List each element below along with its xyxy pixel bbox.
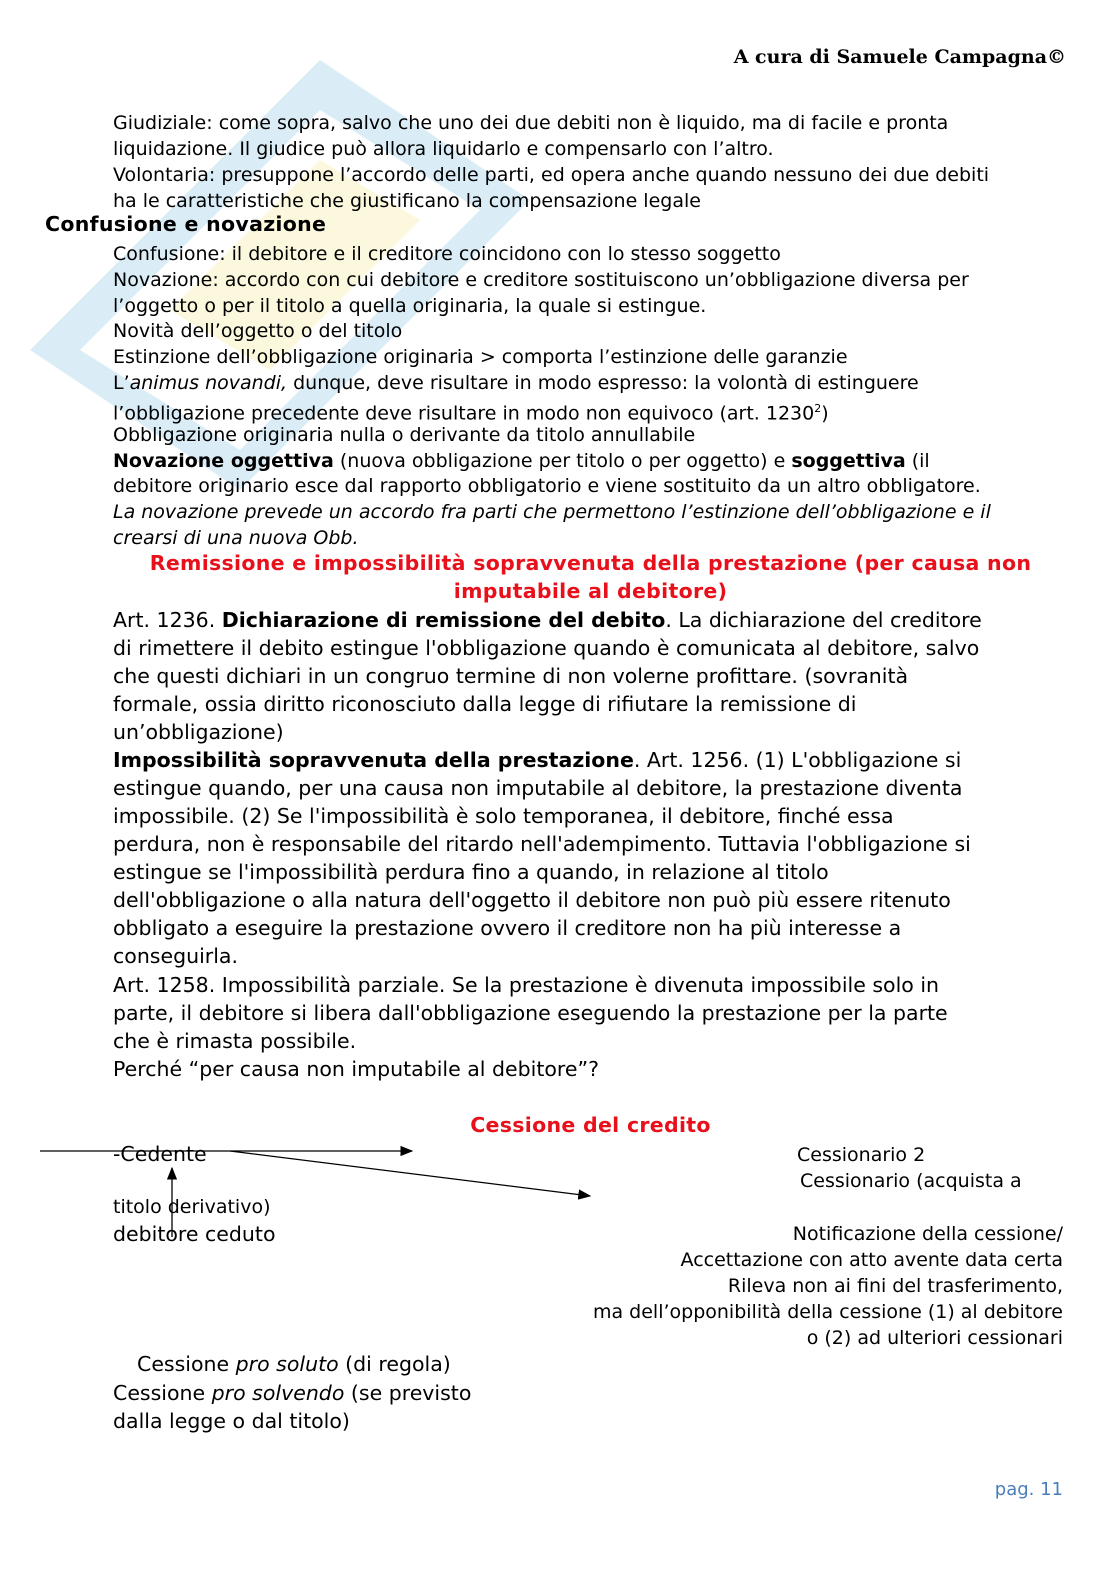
text-line: Confusione: il debitore e il creditore coincidono con lo stesso soggetto xyxy=(113,243,781,265)
diagram-label-titolo: titolo derivativo) xyxy=(113,1196,271,1218)
text-run-bold: Dichiarazione di remissione del debito xyxy=(221,608,666,632)
text-line: conseguirla. xyxy=(113,944,239,968)
section-heading-cessione: Cessione del credito xyxy=(470,1113,711,1137)
text-run: (se previsto xyxy=(344,1381,472,1405)
text-run-bold: Novazione oggettiva xyxy=(113,450,334,472)
text-line: formale, ossia diritto riconosciuto dalla legge di rifiutare la remissione di xyxy=(113,692,857,716)
text-line xyxy=(113,448,930,474)
text-line: estingue se l'impossibilità perdura fino a quando, in relazione al titolo xyxy=(113,860,829,884)
text-line: parte, il debitore si libera dall'obbligazione eseguendo la prestazione per la parte xyxy=(113,1001,948,1025)
text-line: l’oggetto o per il titolo a quella originaria, la quale si estingue. xyxy=(113,295,707,317)
text-run: (nuova obbligazione per titolo o per oggetto) e xyxy=(333,450,792,472)
text-line: che è rimasta possibile. xyxy=(113,1029,357,1053)
text-line: debitore originario esce dal rapporto obbligatorio e viene sostituito da un altro obbligatore. xyxy=(113,475,981,497)
notifica-line: Rileva non ai fini del trasferimento, xyxy=(727,1275,1063,1297)
text-line: dell'obbligazione o alla natura dell'oggetto il debitore non può più essere ritenuto xyxy=(113,888,951,912)
notifica-line: Accettazione con atto avente data certa xyxy=(680,1249,1063,1271)
page-number: pag. 11 xyxy=(994,1479,1063,1500)
text-line xyxy=(113,746,961,774)
text-line: Perché “per causa non imputabile al debitore”? xyxy=(113,1057,600,1081)
text-run: Cessione xyxy=(113,1381,212,1405)
text-line-italic: crearsi di una nuova Obb. xyxy=(113,527,359,549)
text-line: un’obbligazione) xyxy=(113,720,284,744)
text-line xyxy=(113,1379,471,1407)
text-run: Cessione xyxy=(137,1352,236,1376)
text-run: dunque, deve risultare in modo espresso: la volontà di estinguere xyxy=(287,372,919,394)
text-line: Art. 1258. Impossibilità parziale. Se la prestazione è divenuta impossibile solo in xyxy=(113,973,940,997)
text-line xyxy=(113,606,982,634)
text-run: . La dichiarazione del creditore xyxy=(665,608,982,632)
text-line: Giudiziale: come sopra, salvo che uno dei due debiti non è liquido, ma di facile e pronta xyxy=(113,112,949,134)
text-run: (di regola) xyxy=(338,1352,451,1376)
text-run-bold: soggettiva xyxy=(791,450,906,472)
text-line: che questi dichiari in un congruo termine di non volerne profittare. (sovranità xyxy=(113,664,909,688)
text-run-italic: animus novandi, xyxy=(129,372,288,394)
text-line-italic: La novazione prevede un accordo fra parti che permettono l’estinzione dell’obbligazione e il xyxy=(113,501,991,523)
diagram-label-debitore: debitore ceduto xyxy=(113,1222,276,1246)
page-header-author: A cura di Samuele Campagna© xyxy=(733,46,1066,68)
text-line: Estinzione dell’obbligazione originaria > comporta l’estinzione delle garanzie xyxy=(113,346,848,368)
text-line: obbligato a eseguire la prestazione ovvero il creditore non ha più interesse a xyxy=(113,916,902,940)
text-line: estingue quando, per una causa non imputabile al debitore, la prestazione diventa xyxy=(113,776,963,800)
text-line: ha le caratteristiche che giustificano la compensazione legale xyxy=(113,190,701,212)
footnote-marker: 2 xyxy=(814,402,822,415)
notifica-line: ma dell’opponibilità della cessione (1) al debitore xyxy=(592,1301,1063,1323)
diagram-label-cedente: -Cedente xyxy=(113,1142,207,1166)
text-run-italic: pro solvendo xyxy=(211,1381,345,1405)
text-run: Art. 1236. xyxy=(113,608,222,632)
text-line: Novità dell’oggetto o del titolo xyxy=(113,320,403,342)
section-heading-remissione-cont: imputabile al debitore) xyxy=(453,579,728,603)
notifica-line: o (2) ad ulteriori cessionari xyxy=(806,1327,1063,1349)
text-run: L’ xyxy=(113,372,130,394)
diagram-label-cessionario2: Cessionario 2 xyxy=(797,1144,926,1166)
text-run: . Art. 1256. (1) L'obbligazione si xyxy=(633,748,962,772)
notifica-line: Notificazione della cessione/ xyxy=(792,1223,1063,1245)
text-run: (il xyxy=(905,450,930,472)
text-run-italic: pro soluto xyxy=(235,1352,339,1376)
text-line xyxy=(137,1350,451,1378)
section-heading-confusione: Confusione e novazione xyxy=(45,212,327,236)
text-line: Volontaria: presuppone l’accordo delle parti, ed opera anche quando nessuno dei due debiti xyxy=(113,164,990,186)
text-line: Obbligazione originaria nulla o derivante da titolo annullabile xyxy=(113,424,696,446)
arrow-cedente-cessionario xyxy=(230,1151,590,1196)
text-run: ) xyxy=(821,402,829,425)
diagram-label-cessionario: Cessionario (acquista a xyxy=(800,1170,1022,1192)
text-line: di rimettere il debito estingue l'obbligazione quando è comunicata al debitore, salvo xyxy=(113,636,980,660)
text-line: dalla legge o dal titolo) xyxy=(113,1409,350,1433)
text-run-bold: Impossibilità sopravvenuta della prestazione xyxy=(113,748,634,772)
text-line xyxy=(113,370,919,396)
text-line: Novazione: accordo con cui debitore e creditore sostituiscono un’obbligazione diversa per xyxy=(113,269,969,291)
text-line: impossibile. (2) Se l'impossibilità è solo temporanea, il debitore, finché essa xyxy=(113,804,894,828)
text-line: perdura, non è responsabile del ritardo nell'adempimento. Tuttavia l'obbligazione si xyxy=(113,832,971,856)
text-run: l’obbligazione precedente deve risultare in modo non equivoco (art. 1230 xyxy=(113,402,815,425)
text-line: liquidazione. Il giudice può allora liquidarlo e compensarlo con l’altro. xyxy=(113,138,774,160)
section-heading-remissione: Remissione e impossibilità sopravvenuta della prestazione (per causa non xyxy=(149,551,1032,575)
